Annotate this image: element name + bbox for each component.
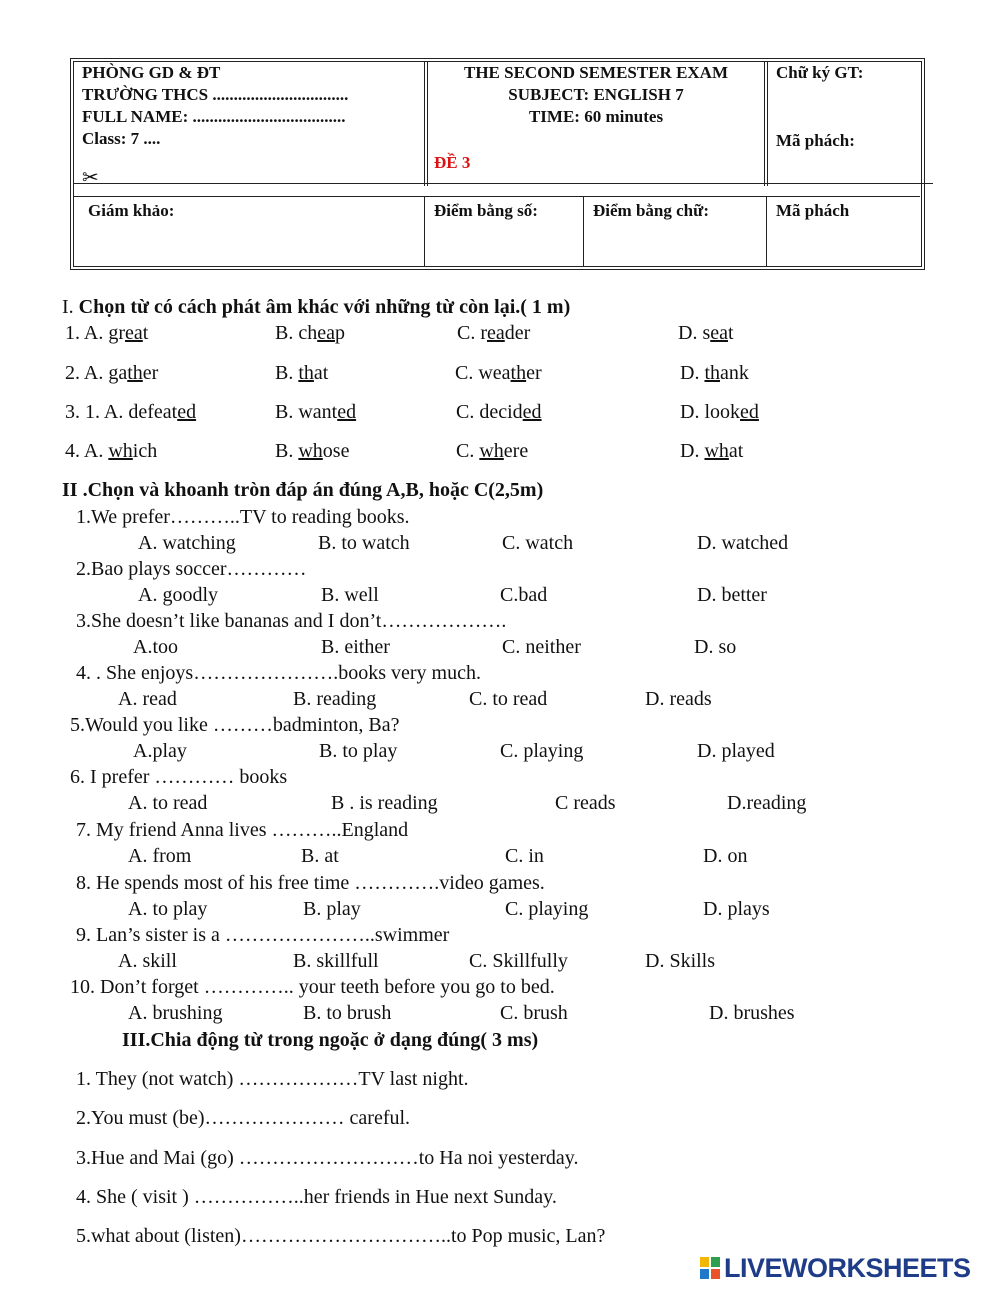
word-part: C. r [457, 322, 487, 344]
mc-option-d[interactable]: D. better [697, 584, 767, 606]
word-part: ere [503, 440, 529, 462]
pronunciation-option-c[interactable] [456, 401, 542, 424]
word-part: er [142, 362, 159, 384]
mc-option-a[interactable]: A. watching [138, 532, 236, 554]
school-line: TRƯỜNG THCS ................................ [82, 85, 349, 104]
section-3-title: III.Chia động từ trong ngoặc ở dạng đúng( 3 ms) [122, 1029, 539, 1051]
header-center-block [428, 62, 764, 128]
underlined-sound: ed [177, 401, 197, 423]
underlined-sound: ea [710, 322, 728, 344]
verb-form-item[interactable]: 5.what about (listen)…………………………..to Pop music, Lan? [76, 1225, 606, 1247]
proctor-signature-label: Chữ ký GT: [776, 63, 864, 82]
class-line: Class: 7 .... [82, 129, 161, 148]
mc-option-b[interactable]: B. play [303, 898, 361, 920]
mc-question-stem: 8. He spends most of his free time ………….video games. [76, 872, 545, 894]
score-number-label: Điểm bằng số: [434, 201, 538, 220]
mc-option-c[interactable]: C. neither [502, 636, 581, 658]
mc-option-b[interactable]: B. either [321, 636, 390, 658]
pronunciation-option-c[interactable] [456, 440, 528, 463]
mc-question-stem: 4. . She enjoys………………….books very much. [76, 662, 481, 684]
mc-option-c[interactable]: C. playing [500, 740, 584, 762]
section-1-heading [62, 296, 570, 319]
mc-question-stem: 7. My friend Anna lives ………..England [76, 819, 409, 841]
logo-tile [711, 1269, 720, 1279]
mc-option-c[interactable]: C. in [505, 845, 544, 867]
word-part: B. want [275, 401, 338, 423]
mc-question-stem: 9. Lan’s sister is a …………………..swimmer [76, 924, 450, 946]
word-part: ga [108, 362, 128, 384]
underlined-sound: ed [740, 401, 759, 423]
mc-question-stem: 5.Would you like ………badminton, Ba? [70, 714, 400, 736]
pronunciation-option-b[interactable] [275, 440, 349, 463]
exam-time: TIME: 60 minutes [528, 107, 664, 126]
mc-option-c[interactable]: C. watch [502, 532, 574, 554]
mc-option-b[interactable]: B. to brush [303, 1002, 392, 1024]
underlined-sound: wh [298, 440, 323, 462]
liveworksheets-wordmark: LIVEWORKSHEETS [724, 1252, 971, 1283]
mc-option-c[interactable]: C. brush [500, 1002, 568, 1024]
word-part: ich [132, 440, 158, 462]
logo-tile [711, 1257, 720, 1267]
word-part: D. look [680, 401, 740, 423]
mc-option-d[interactable]: D. on [703, 845, 748, 867]
word-part: t [728, 322, 734, 344]
exam-title: THE SECOND SEMESTER EXAM [463, 63, 729, 82]
word-part: C. [456, 440, 480, 462]
verb-form-item[interactable]: 2.You must (be)………………… careful. [76, 1107, 411, 1129]
pronunciation-option-a[interactable] [65, 440, 157, 463]
underlined-sound: wh [108, 440, 133, 462]
underlined-sound: th [704, 362, 721, 384]
liveworksheets-mark-icon [700, 1257, 720, 1279]
examiner-label: Giám khảo: [88, 201, 175, 220]
pronunciation-option-b[interactable] [275, 401, 356, 424]
mc-option-a[interactable]: A. brushing [128, 1002, 223, 1024]
underlined-sound: wh [704, 440, 729, 462]
word-part: t [142, 322, 149, 344]
exam-subject: SUBJECT: ENGLISH 7 [508, 85, 684, 104]
mc-option-d[interactable]: D. brushes [709, 1002, 795, 1024]
pronunciation-option-d[interactable] [680, 440, 743, 463]
full-name-line: FULL NAME: .................................... [82, 107, 346, 126]
word-part: ose [322, 440, 350, 462]
mc-option-c[interactable]: C. playing [505, 898, 589, 920]
mc-option-c[interactable]: C. Skillfully [469, 950, 568, 972]
liveworksheets-logo [700, 1253, 971, 1283]
mc-option-a[interactable]: A.play [133, 740, 187, 762]
pronunciation-option-b[interactable] [275, 362, 328, 385]
mc-option-a[interactable]: A.too [133, 636, 178, 658]
verb-form-item[interactable]: 1. They (not watch) ………………TV last night. [76, 1068, 469, 1090]
mc-option-c[interactable]: C reads [555, 792, 616, 814]
mc-option-b[interactable]: B . is reading [331, 792, 438, 814]
verb-form-item[interactable]: 4. She ( visit ) ……………..her friends in Hue next Sunday. [76, 1186, 557, 1208]
pronunciation-option-a[interactable] [65, 362, 158, 385]
divider [766, 196, 767, 266]
mc-option-b[interactable]: B. at [301, 845, 339, 867]
underlined-sound: ed [522, 401, 542, 423]
mc-option-d[interactable]: D. plays [703, 898, 770, 920]
divider [583, 196, 584, 266]
word-part: D. [680, 440, 705, 462]
mc-option-d[interactable]: D. played [697, 740, 775, 762]
underlined-sound: th [298, 362, 314, 384]
word-part: C. decid [456, 401, 523, 423]
pronunciation-option-d[interactable] [680, 362, 749, 385]
mc-option-a[interactable]: A. skill [118, 950, 177, 972]
divider [73, 196, 920, 197]
word-part: B. [275, 362, 299, 384]
section-2-title: II .Chọn và khoanh tròn đáp án đúng A,B, hoặc C(2,5m) [62, 479, 544, 501]
mc-option-d[interactable]: D. Skills [645, 950, 716, 972]
word-part: at [313, 362, 329, 384]
divider [424, 196, 425, 266]
word-part: D. [680, 362, 705, 384]
underlined-sound: wh [479, 440, 504, 462]
pronunciation-option-c[interactable] [457, 322, 530, 345]
mc-option-a[interactable]: A. read [118, 688, 177, 710]
question-number: 4. A. [65, 440, 109, 462]
mc-option-a[interactable]: A. to play [128, 898, 208, 920]
mc-option-d[interactable]: D. so [694, 636, 737, 658]
logo-tile [700, 1257, 709, 1267]
divider [424, 61, 425, 186]
underlined-sound: th [127, 362, 143, 384]
word-part: er [526, 362, 542, 384]
section-1-roman: I. [62, 296, 74, 318]
mc-option-d[interactable]: D. watched [697, 532, 789, 554]
section-1-title: Chọn từ có cách phát âm khác với những từ còn lại.( 1 m) [78, 296, 571, 318]
mc-option-d[interactable]: D.reading [727, 792, 807, 814]
word-part: gr [108, 322, 126, 344]
scissors-icon: ✂ [82, 167, 99, 189]
pronunciation-option-a[interactable] [65, 322, 148, 345]
mc-option-a[interactable]: A. goodly [138, 584, 218, 606]
underlined-sound: ea [317, 322, 335, 344]
mc-question-stem: 3.She doesn’t like bananas and I don’t………………. [76, 610, 507, 632]
divider [764, 61, 765, 186]
underlined-sound: ea [125, 322, 143, 344]
mc-option-b[interactable]: B. to play [319, 740, 398, 762]
mc-option-c[interactable]: C.bad [500, 584, 548, 606]
word-part: B. [275, 440, 299, 462]
code-label: Mã phách: [776, 131, 855, 150]
word-part: der [504, 322, 531, 344]
mc-option-b[interactable]: B. reading [293, 688, 377, 710]
score-words-label: Điểm bằng chữ: [593, 201, 709, 220]
cut-line [73, 183, 933, 184]
header-left-block [82, 62, 348, 150]
word-part: p [334, 322, 345, 344]
word-part: defeat [128, 401, 178, 423]
pronunciation-option-b[interactable] [275, 322, 345, 345]
mc-option-b[interactable]: B. skillfull [293, 950, 379, 972]
pronunciation-option-c[interactable] [455, 362, 542, 385]
mc-option-a[interactable]: A. to read [128, 792, 208, 814]
code-label-bottom: Mã phách [776, 201, 850, 220]
mc-option-d[interactable]: D. reads [645, 688, 712, 710]
mc-option-c[interactable]: C. to read [469, 688, 548, 710]
exam-version: ĐỀ 3 [434, 153, 471, 172]
mc-question-stem: 2.Bao plays soccer………… [76, 558, 307, 580]
underlined-sound: ed [337, 401, 357, 423]
word-part: ank [720, 362, 749, 384]
pronunciation-option-a[interactable] [65, 401, 196, 424]
divider [767, 61, 768, 186]
mc-question-stem: 1.We prefer………..TV to reading books. [76, 506, 410, 528]
mc-question-stem: 10. Don’t forget ………….. your teeth before you go to bed. [70, 976, 555, 998]
word-part: at [728, 440, 744, 462]
question-number: 3. 1. A. [65, 401, 129, 423]
logo-tile [700, 1269, 709, 1279]
pronunciation-option-d[interactable] [680, 401, 759, 424]
mc-option-b[interactable]: B. to watch [318, 532, 410, 554]
mc-question-stem: 6. I prefer ………… books [70, 766, 288, 788]
underlined-sound: ea [487, 322, 505, 344]
word-part: D. s [678, 322, 711, 344]
mc-option-a[interactable]: A. from [128, 845, 192, 867]
question-number: 2. A. [65, 362, 109, 384]
underlined-sound: th [510, 362, 527, 384]
verb-form-item[interactable]: 3.Hue and Mai (go) ………………………to Ha noi yesterday. [76, 1147, 579, 1169]
mc-option-b[interactable]: B. well [321, 584, 379, 606]
department-label: PHÒNG GD & ĐT [82, 63, 221, 82]
word-part: B. ch [275, 322, 318, 344]
question-number: 1. A. [65, 322, 109, 344]
word-part: C. wea [455, 362, 511, 384]
pronunciation-option-d[interactable] [678, 322, 734, 345]
